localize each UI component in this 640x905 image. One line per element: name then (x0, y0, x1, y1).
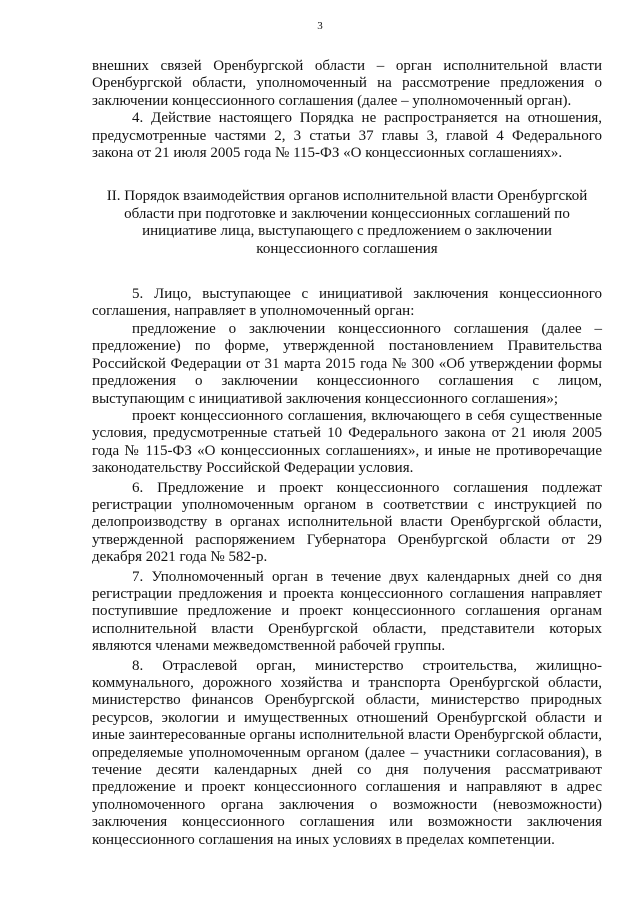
paragraph-continuation: внешних связей Оренбургской области – орган исполнительной власти Оренбургской области, уполномоченный на рассмотрение предложения о заключении концессионного соглашения (далее – уполномоченный орган). (92, 58, 602, 109)
paragraph-5-item-1: предложение о заключении концессионного соглашения (далее – предложение) по форме, утвержденной постановлением Правительства Российской Федерации от 31 марта 2015 года № 300 «Об утверждении формы предложения о заключении концессионного соглашения с лицом, выступающим с инициативой заключения концессионного соглашения»; (92, 320, 602, 407)
paragraph-7: 7. Уполномоченный орган в течение двух календарных дней со дня регистрации предложения и проекта концессионного соглашения направляет поступившие предложение и проект концессионного соглашения органам исполнительной власти Оренбургской области, представители которых являются членами межведомственной рабочей группы. (92, 568, 602, 655)
paragraph-5: 5. Лицо, выступающее с инициативой заключения концессионного соглашения, направляет в уполномоченный орган: (92, 286, 602, 320)
document-body (92, 58, 602, 849)
paragraph-8: 8. Отраслевой орган, министерство строительства, жилищно-коммунального, дорожного хозяйства и транспорта Оренбургской области, министерство финансов Оренбургской области, министерство природных ресурсов, экологии и имущественных отношений Оренбургской области и иные заинтересованные органы исполнительной власти Оренбургской области, определяемые уполномоченным органом (далее – участники согласования), в течение десяти календарных дней со дня получения рассматривают предложение и проект концессионного соглашения и направляют в адрес уполномоченного органа заключения о возможности (невозможности) заключения концессионного соглашения или возможности заключения концессионного соглашения на иных условиях в пределах компетенции. (92, 657, 602, 848)
section-heading (92, 188, 602, 258)
section-heading-line-3: инициативе лица, выступающего с предложением о заключении (142, 223, 552, 240)
paragraph-4: 4. Действие настоящего Порядка не распространяется на отношения, предусмотренные частями 2, 3 статьи 37 главы 3, главой 4 Федерального закона от 21 июля 2005 года № 115-ФЗ «О концессионных соглашениях». (92, 110, 602, 162)
paragraph-5-item-2: проект концессионного соглашения, включающего в себя существенные условия, предусмотренные статьей 10 Федерального закона от 21 июля 2005 года № 115-ФЗ «О концессионных соглашениях», и иные не противоречащие законодательству Российской Федерации условия. (92, 407, 602, 477)
paragraph-6: 6. Предложение и проект концессионного соглашения подлежат регистрации уполномоченным органом в соответствии с инструкцией по делопроизводству в органах исполнительной власти Оренбургской области, утвержденной распоряжением Губернатора Оренбургской области от 29 декабря 2021 года № 582-р. (92, 479, 602, 566)
page-number: 3 (317, 20, 323, 32)
section-heading-line-2: области при подготовке и заключении концессионных соглашений по (124, 205, 570, 222)
section-heading-line-1: II. Порядок взаимодействия органов исполнительной власти Оренбургской (106, 188, 588, 205)
section-heading-line-4: концессионного соглашения (256, 240, 438, 257)
